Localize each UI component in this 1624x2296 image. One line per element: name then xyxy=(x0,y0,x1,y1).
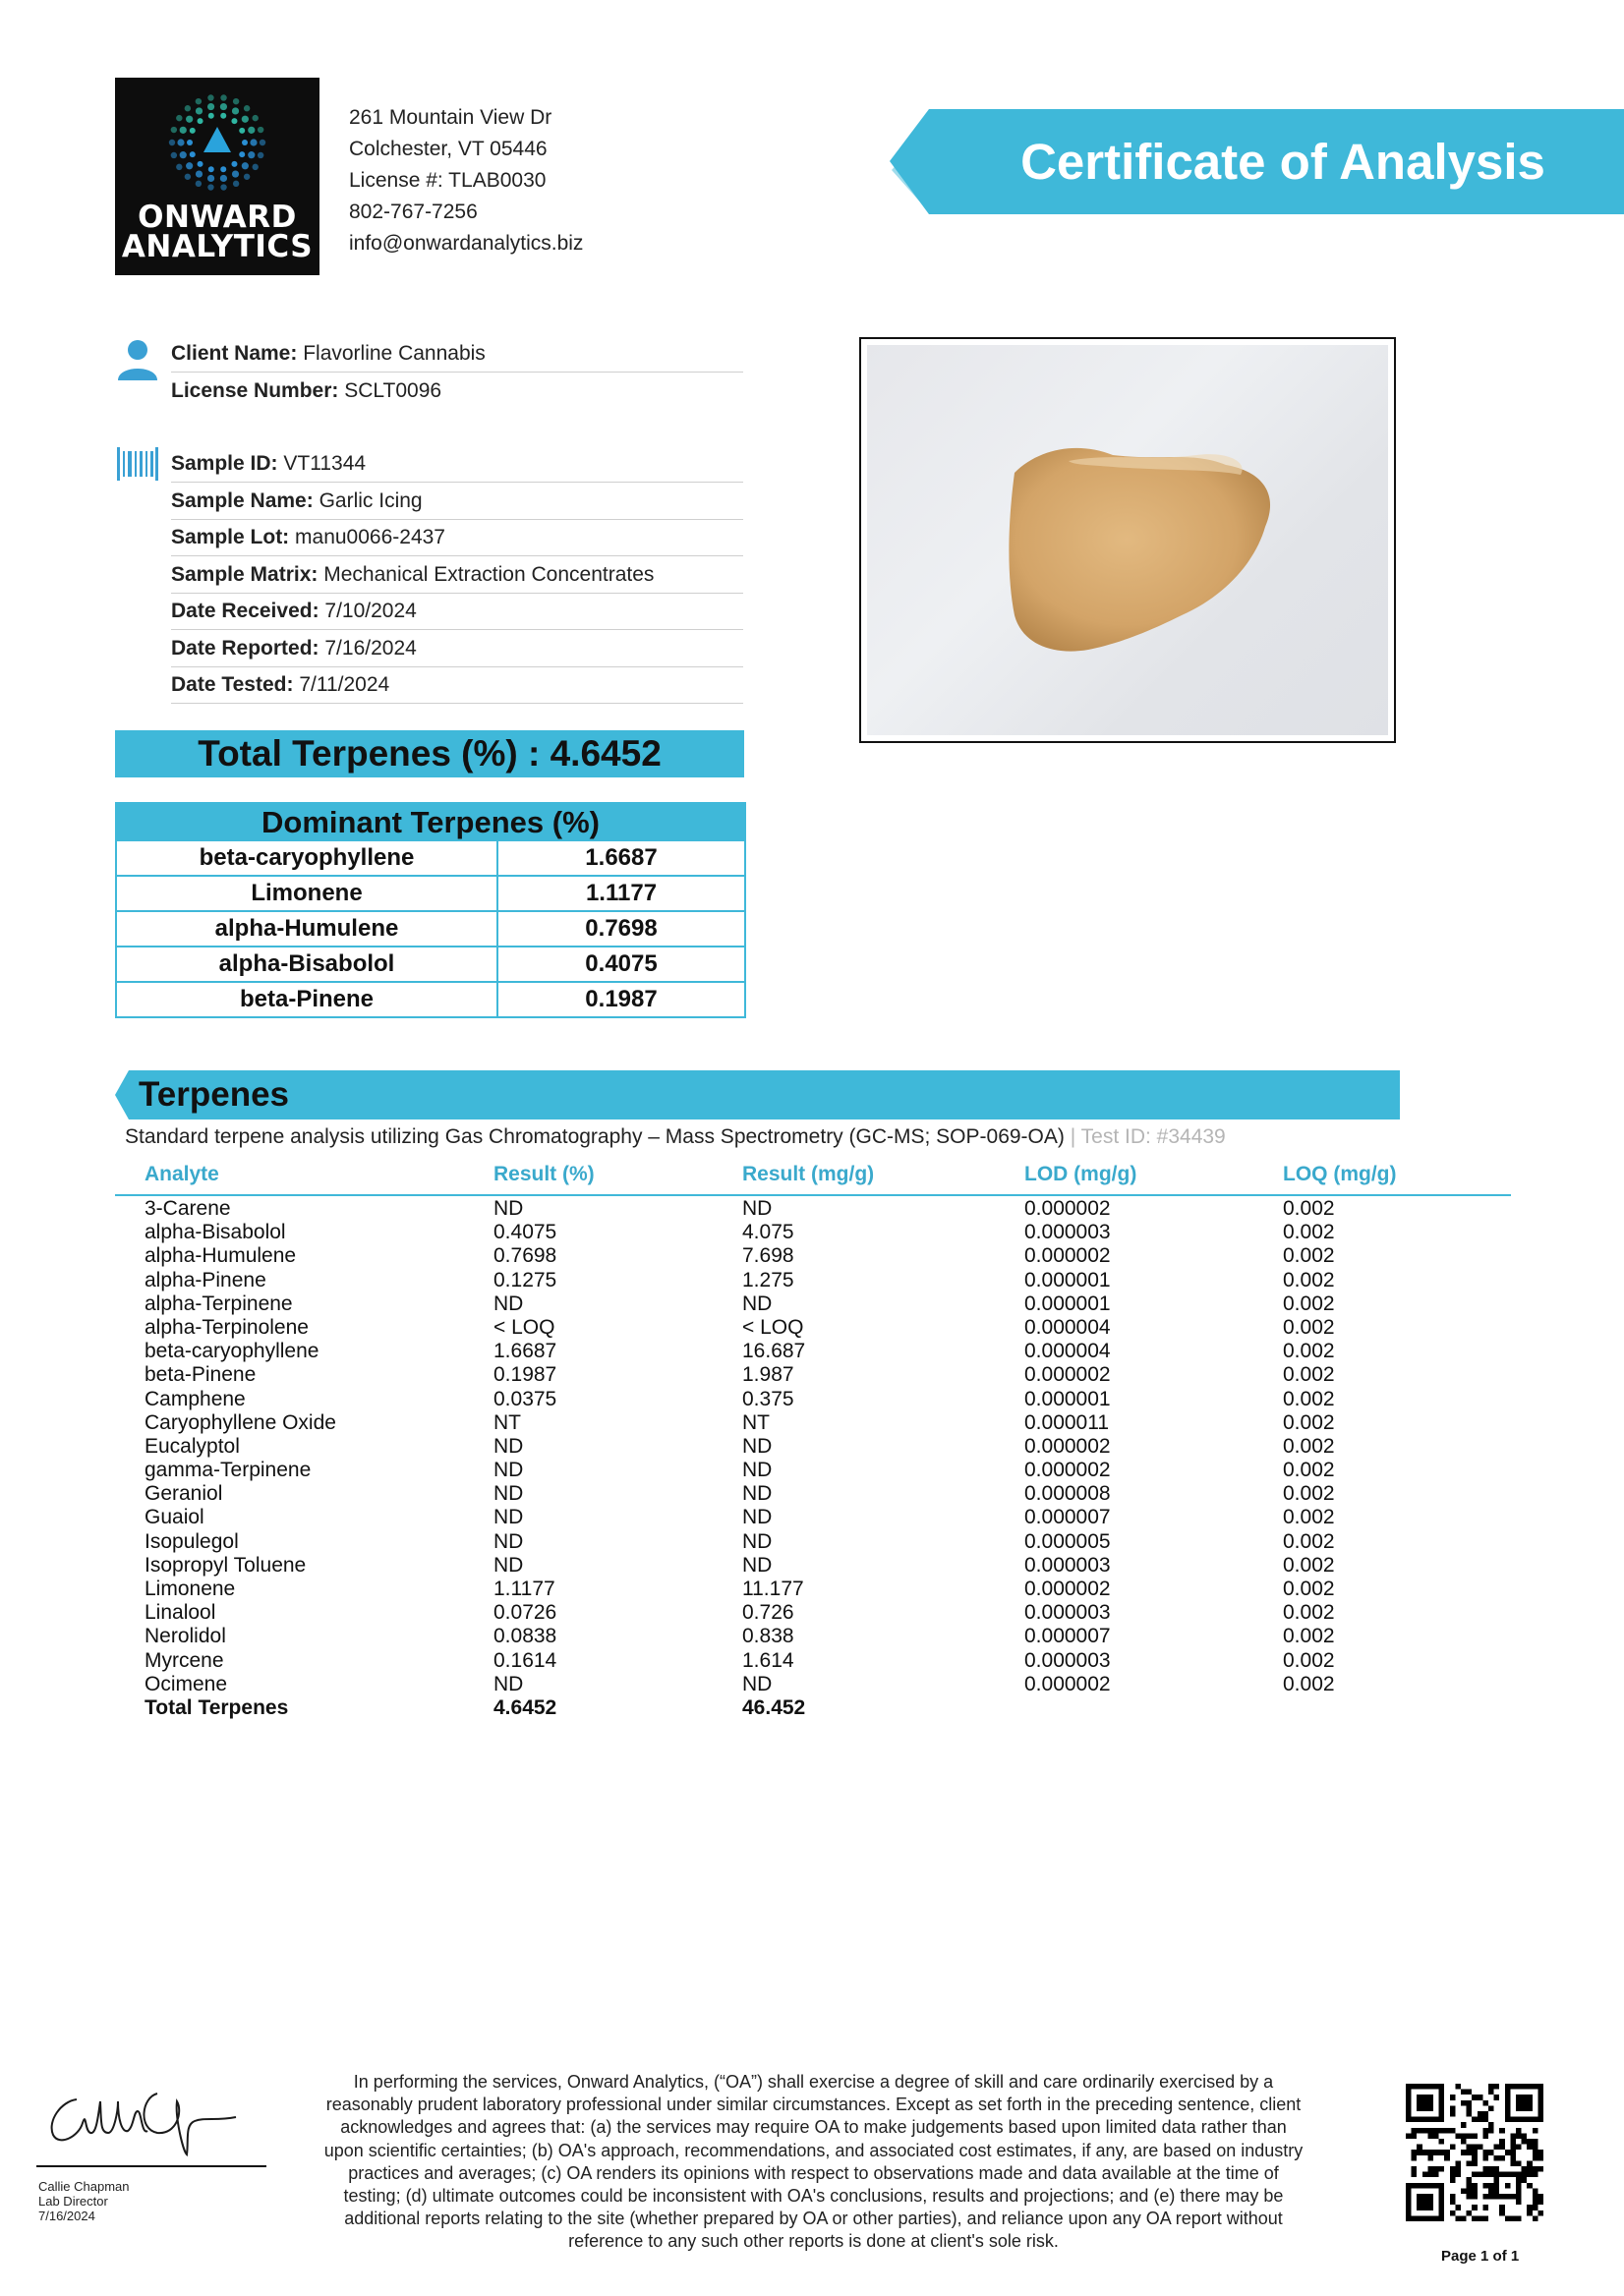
table-row xyxy=(115,1578,1511,1601)
cell-lod: 0.000003 xyxy=(1024,1601,1111,1625)
cell-lod: 0.000003 xyxy=(1024,1221,1111,1244)
results-table-body xyxy=(115,1197,1511,1720)
table-row xyxy=(115,1530,1511,1554)
disclaimer-line: testing; (d) ultimate outcomes could be inconsistent with OA's conclusions, results and projections; and (e) there may be xyxy=(343,2186,1284,2207)
signer-title: Lab Director xyxy=(38,2194,108,2209)
cell-analyte: Eucalyptol xyxy=(145,1434,240,1458)
cell-result-pct: 1.1177 xyxy=(493,1578,555,1600)
cell-loq: 0.002 xyxy=(1283,1601,1335,1625)
cell-result-pct: ND xyxy=(493,1459,524,1482)
method-text: Standard terpene analysis utilizing Gas Chromatography – Mass Spectrometry (GC-MS; SOP-069-OA) xyxy=(125,1125,1065,1148)
cell-loq: 0.002 xyxy=(1283,1244,1335,1268)
disclaimer-line: additional reports relating to the site (whether prepared by OA or other parties), and reliance upon any OA report without xyxy=(344,2209,1283,2229)
col-header-result-pct: Result (%) xyxy=(493,1163,595,1185)
legal-disclaimer xyxy=(295,2071,1332,2254)
barcode-icon xyxy=(117,447,158,486)
cell-result-mg: 16.687 xyxy=(742,1340,806,1363)
cell-result-pct: ND xyxy=(493,1197,524,1220)
cell-loq: 0.002 xyxy=(1283,1292,1335,1315)
dominant-terpenes-title: Dominant Terpenes (%) xyxy=(117,804,744,839)
terpenes-section-banner xyxy=(115,1070,1400,1119)
cell-lod: 0.000008 xyxy=(1024,1482,1111,1506)
terpenes-section-title: Terpenes xyxy=(139,1075,290,1114)
person-icon xyxy=(116,337,159,387)
table-row xyxy=(115,1269,1511,1292)
cell-result-mg: ND xyxy=(742,1197,773,1220)
page-number: Page 1 of 1 xyxy=(1441,2248,1520,2265)
cell-loq: 0.002 xyxy=(1283,1315,1335,1339)
cell-result-pct: 0.1275 xyxy=(493,1268,557,1292)
cell-lod: 0.000002 xyxy=(1024,1459,1111,1482)
cell-result-pct: 0.1987 xyxy=(493,1363,557,1387)
cell-result-mg: 11.177 xyxy=(742,1578,804,1600)
cell-analyte: alpha-Pinene xyxy=(145,1268,266,1292)
cell-loq: 0.002 xyxy=(1283,1553,1335,1577)
cell-analyte: Limonene xyxy=(145,1578,236,1600)
cell-result-pct: ND xyxy=(493,1506,524,1529)
total-row xyxy=(115,1696,1511,1720)
cell-result-pct: 0.0726 xyxy=(493,1601,557,1625)
cell-lod: 0.000003 xyxy=(1024,1553,1111,1577)
address-line: 802-767-7256 xyxy=(349,201,478,223)
disclaimer-line: reasonably prudent laboratory professional under similar circumstances. Except as set forth in the preceding sentence, client xyxy=(325,2095,1302,2115)
cell-result-mg: 1.275 xyxy=(742,1268,794,1292)
certificate-banner xyxy=(890,109,1624,214)
client-name-row: Client Name: Flavorline Cannabis xyxy=(171,335,743,373)
date-reported-row: Date Reported: 7/16/2024 xyxy=(171,630,743,667)
cell-result-mg: 1.614 xyxy=(742,1648,794,1672)
cell-lod: 0.000001 xyxy=(1024,1268,1111,1292)
table-row xyxy=(115,1340,1511,1363)
table-row xyxy=(115,1482,1511,1506)
cell-loq: 0.002 xyxy=(1283,1482,1335,1506)
logo-text-line-2: ANALYTICS xyxy=(121,229,314,264)
dominant-terpene-row: alpha-Humulene 0.7698 xyxy=(117,910,744,946)
cell-lod: 0.000002 xyxy=(1024,1434,1111,1458)
signer-block xyxy=(38,2179,130,2223)
disclaimer-line: acknowledges and agrees that: (a) the services may require OA to make judgements based upon limited data rather than xyxy=(340,2117,1287,2138)
sample-lot-row: Sample Lot: manu0066-2437 xyxy=(171,519,743,556)
cell-result-pct: 0.0838 xyxy=(493,1625,557,1648)
cell-analyte: Camphene xyxy=(145,1387,246,1410)
cell-analyte: Myrcene xyxy=(145,1648,224,1672)
cell-loq: 0.002 xyxy=(1283,1648,1335,1672)
total-terpenes-banner: Total Terpenes (%) : 4.6452 xyxy=(115,730,744,777)
cell-loq: 0.002 xyxy=(1283,1340,1335,1363)
table-row xyxy=(115,1625,1511,1648)
cell-result-mg: ND xyxy=(742,1529,773,1553)
table-row xyxy=(115,1292,1511,1316)
table-row xyxy=(115,1649,1511,1673)
cell-analyte: Caryophyllene Oxide xyxy=(145,1410,336,1434)
table-row xyxy=(115,1601,1511,1625)
cell-analyte: Total Terpenes xyxy=(145,1695,289,1719)
sample-name-row: Sample Name: Garlic Icing xyxy=(171,483,743,520)
cell-analyte: 3-Carene xyxy=(145,1197,231,1220)
cell-result-pct: 0.1614 xyxy=(493,1648,557,1672)
cell-result-pct: < LOQ xyxy=(493,1315,555,1339)
cell-loq: 0.002 xyxy=(1283,1221,1335,1244)
cell-lod: 0.000007 xyxy=(1024,1625,1111,1648)
cell-lod: 0.000002 xyxy=(1024,1244,1111,1268)
cell-loq: 0.002 xyxy=(1283,1410,1335,1434)
signature-line xyxy=(36,2165,266,2167)
cell-loq: 0.002 xyxy=(1283,1197,1335,1220)
col-header-analyte: Analyte xyxy=(145,1163,219,1185)
cell-analyte: alpha-Humulene xyxy=(145,1244,297,1268)
cell-lod: 0.000005 xyxy=(1024,1529,1111,1553)
table-row xyxy=(115,1554,1511,1578)
table-row xyxy=(115,1459,1511,1482)
dominant-terpene-row: beta-caryophyllene 1.6687 xyxy=(117,839,744,875)
cell-result-mg: ND xyxy=(742,1553,773,1577)
signature-image xyxy=(39,2072,246,2165)
results-table-header xyxy=(115,1160,1511,1196)
cell-loq: 0.002 xyxy=(1283,1387,1335,1410)
cell-analyte: beta-Pinene xyxy=(145,1363,257,1387)
cell-result-pct: ND xyxy=(493,1672,524,1695)
cell-analyte: Guaiol xyxy=(145,1506,204,1529)
table-row xyxy=(115,1363,1511,1387)
cell-result-pct: 4.6452 xyxy=(493,1695,557,1719)
logo-text-line-1: ONWARD xyxy=(138,200,297,235)
col-header-lod: LOD (mg/g) xyxy=(1024,1163,1137,1185)
cell-loq: 0.002 xyxy=(1283,1268,1335,1292)
cell-result-pct: ND xyxy=(493,1482,524,1506)
sample-id-row: Sample ID: VT11344 xyxy=(171,445,743,483)
test-id: | Test ID: #34439 xyxy=(1070,1125,1226,1148)
cell-analyte: Ocimene xyxy=(145,1672,228,1695)
signer-date: 7/16/2024 xyxy=(38,2209,95,2223)
signer-name: Callie Chapman xyxy=(38,2179,130,2194)
address-line: Colchester, VT 05446 xyxy=(349,138,548,160)
cell-analyte: alpha-Bisabolol xyxy=(145,1221,286,1244)
method-description xyxy=(125,1122,1226,1152)
cell-result-pct: 0.0375 xyxy=(493,1387,557,1410)
cell-result-mg: 0.726 xyxy=(742,1601,794,1625)
cell-lod: 0.000002 xyxy=(1024,1363,1111,1387)
cell-result-pct: ND xyxy=(493,1553,524,1577)
cell-loq: 0.002 xyxy=(1283,1506,1335,1529)
cell-analyte: alpha-Terpinolene xyxy=(145,1315,309,1339)
address-line: 261 Mountain View Dr xyxy=(349,106,552,129)
table-row xyxy=(115,1388,1511,1411)
cell-loq: 0.002 xyxy=(1283,1672,1335,1695)
address-line: info@onwardanalytics.biz xyxy=(349,232,584,255)
disclaimer-line: practices and averages; (c) OA renders its opinions with respect to observations made and data available at the time of xyxy=(348,2162,1279,2183)
cell-loq: 0.002 xyxy=(1283,1363,1335,1387)
cell-result-pct: ND xyxy=(493,1434,524,1458)
disclaimer-line: reference to any such other reports is done at client's sole risk. xyxy=(568,2231,1059,2252)
table-row xyxy=(115,1673,1511,1696)
cell-analyte: Geraniol xyxy=(145,1482,223,1506)
cell-lod: 0.000011 xyxy=(1024,1410,1110,1434)
cell-result-mg: 46.452 xyxy=(742,1695,806,1719)
table-row xyxy=(115,1221,1511,1244)
cell-result-pct: ND xyxy=(493,1529,524,1553)
cell-result-mg: ND xyxy=(742,1506,773,1529)
cell-result-pct: ND xyxy=(493,1292,524,1315)
cell-analyte: Nerolidol xyxy=(145,1625,226,1648)
table-row xyxy=(115,1244,1511,1268)
cell-loq: 0.002 xyxy=(1283,1459,1335,1482)
cell-result-mg: ND xyxy=(742,1292,773,1315)
dominant-terpenes-table xyxy=(115,802,746,1018)
cell-analyte: Linalool xyxy=(145,1601,216,1625)
table-row xyxy=(115,1411,1511,1435)
lab-logo xyxy=(115,78,319,275)
dominant-terpene-row: alpha-Bisabolol 0.4075 xyxy=(117,946,744,981)
date-tested-row: Date Tested: 7/11/2024 xyxy=(171,666,743,704)
cell-result-mg: ND xyxy=(742,1434,773,1458)
cell-result-mg: < LOQ xyxy=(742,1315,804,1339)
cell-lod: 0.000002 xyxy=(1024,1578,1111,1600)
license-number-row: License Number: SCLT0096 xyxy=(171,379,442,402)
cell-lod: 0.000004 xyxy=(1024,1315,1111,1339)
cell-analyte: Isopulegol xyxy=(145,1529,239,1553)
disclaimer-line: upon scientific certainties; (b) OA's approach, recommendations, and associated cost estimates, if any, are based on industry xyxy=(323,2140,1304,2160)
cell-analyte: Isopropyl Toluene xyxy=(145,1553,307,1577)
cell-result-mg: 4.075 xyxy=(742,1221,794,1244)
cell-result-mg: ND xyxy=(742,1459,773,1482)
cell-analyte: beta-caryophyllene xyxy=(145,1340,319,1363)
cell-result-mg: 1.987 xyxy=(742,1363,794,1387)
cell-loq: 0.002 xyxy=(1283,1434,1335,1458)
date-received-row: Date Received: 7/10/2024 xyxy=(171,593,743,630)
cell-result-mg: ND xyxy=(742,1672,773,1695)
cell-analyte: alpha-Terpinene xyxy=(145,1292,293,1315)
cell-lod: 0.000001 xyxy=(1024,1292,1111,1315)
document-title: Certificate of Analysis xyxy=(1020,134,1545,190)
table-row xyxy=(115,1316,1511,1340)
cell-lod: 0.000002 xyxy=(1024,1672,1111,1695)
cell-result-pct: 0.4075 xyxy=(493,1221,557,1244)
cell-result-mg: 7.698 xyxy=(742,1244,794,1268)
disclaimer-line: In performing the services, Onward Analytics, (“OA”) shall exercise a degree of skill and care ordinarily exercised by a xyxy=(353,2072,1274,2092)
sample-photo xyxy=(859,337,1396,743)
table-row xyxy=(115,1435,1511,1459)
cell-loq: 0.002 xyxy=(1283,1578,1335,1600)
address-line: License #: TLAB0030 xyxy=(349,169,547,192)
dominant-terpene-row: beta-Pinene 0.1987 xyxy=(117,981,744,1016)
col-header-loq: LOQ (mg/g) xyxy=(1283,1163,1397,1185)
cell-result-mg: ND xyxy=(742,1482,773,1506)
col-header-result-mg: Result (mg/g) xyxy=(742,1163,875,1185)
cell-result-mg: 0.838 xyxy=(742,1625,794,1648)
lab-address xyxy=(349,102,583,259)
logo-dots-icon xyxy=(168,93,266,192)
cell-lod: 0.000004 xyxy=(1024,1340,1111,1363)
cell-lod: 0.000001 xyxy=(1024,1387,1111,1410)
cell-loq: 0.002 xyxy=(1283,1625,1335,1648)
cell-result-pct: 1.6687 xyxy=(493,1340,557,1363)
table-row xyxy=(115,1506,1511,1529)
cell-result-pct: 0.7698 xyxy=(493,1244,557,1268)
cell-lod: 0.000002 xyxy=(1024,1197,1111,1220)
cell-result-mg: 0.375 xyxy=(742,1387,794,1410)
table-row xyxy=(115,1197,1511,1221)
cell-lod: 0.000003 xyxy=(1024,1648,1111,1672)
cell-result-pct: NT xyxy=(493,1410,521,1434)
cell-result-mg: NT xyxy=(742,1410,770,1434)
cell-analyte: gamma-Terpinene xyxy=(145,1459,312,1482)
sample-matrix-row: Sample Matrix: Mechanical Extraction Concentrates xyxy=(171,556,743,594)
qr-code-icon[interactable] xyxy=(1406,2084,1543,2226)
dominant-terpene-row: Limonene 1.1177 xyxy=(117,875,744,910)
cell-loq: 0.002 xyxy=(1283,1529,1335,1553)
cell-lod: 0.000007 xyxy=(1024,1506,1111,1529)
